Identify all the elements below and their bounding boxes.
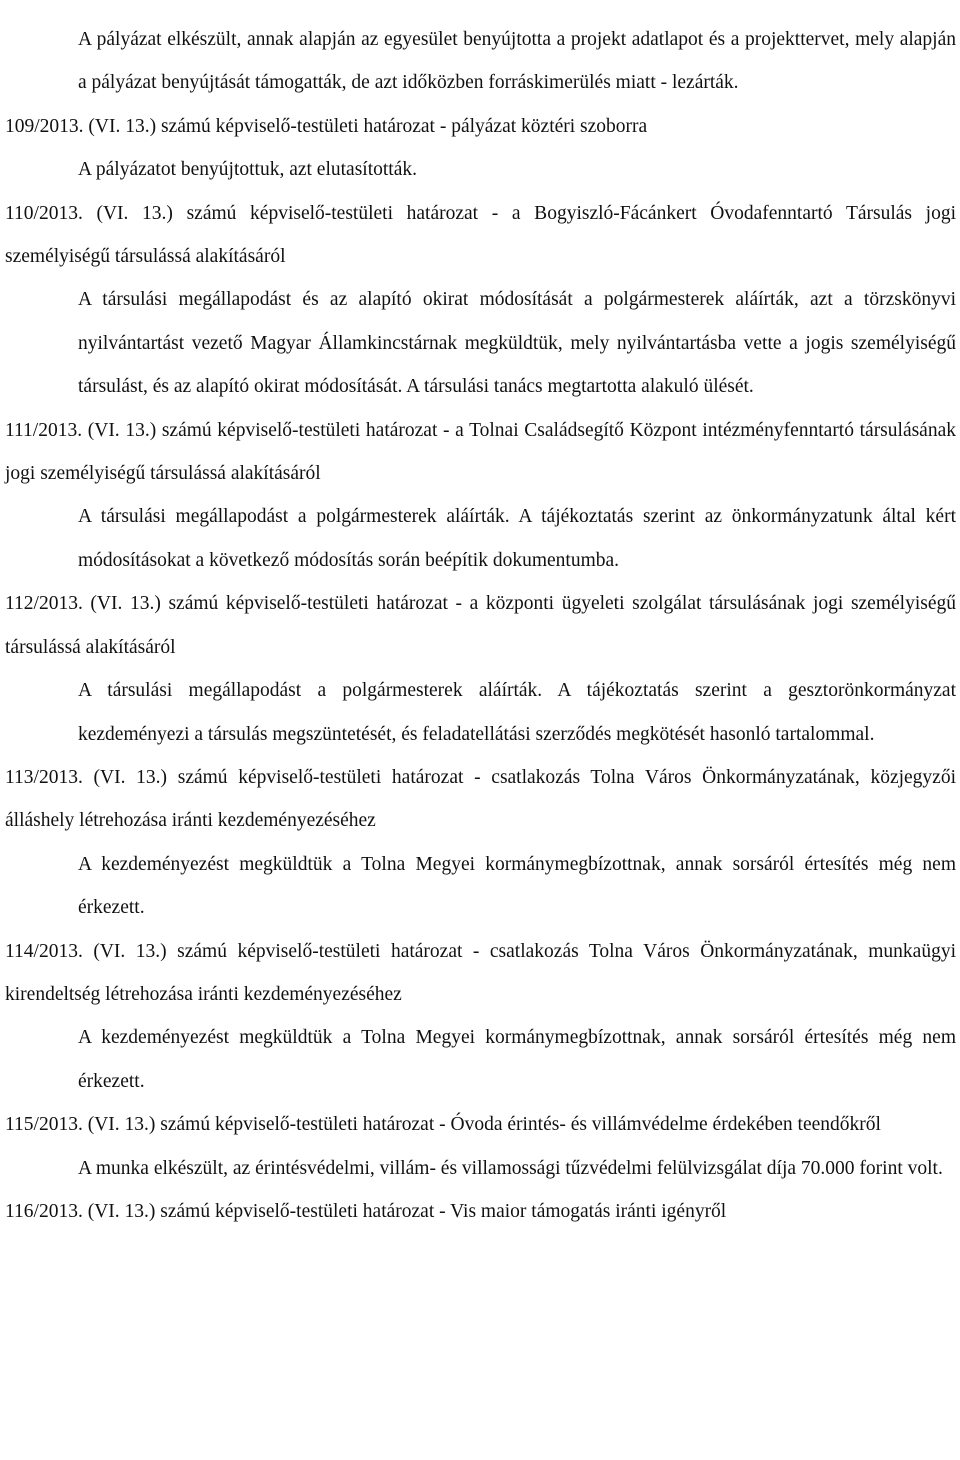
resolution-109-body: A pályázatot benyújtottuk, azt elutasították. [78, 159, 417, 181]
resolution-110-body: A társulási megállapodást és az alapító okirat módosítását a polgármesterek aláírták, azt a törzskönyvi nyilvántartást vezető Magyar Államkincstárnak megküldtük, mely nyilvántartásba vette a jogis személyiségű társulást, és az alapító okirat módosítását. A társulási tanács megtartotta alakuló ülését. [78, 289, 956, 398]
resolution-111-body: A társulási megállapodást a polgármesterek aláírták. A tájékoztatás szerint az önkormányzatunk által kért módosításokat a következő módosítás során beépítik dokumentumba. [78, 506, 956, 571]
resolution-112-heading: 112/2013. (VI. 13.) számú képviselő-testületi határozat - a központi ügyeleti szolgálat társulásának jogi személyiségű társulássá alakításáról [5, 593, 956, 658]
resolution-110-heading: 110/2013. (VI. 13.) számú képviselő-testületi határozat - a Bogyiszló-Fácánkert Óvodafenntartó Társulás jogi személyiségű társulássá alakításáról [5, 202, 956, 268]
intro-paragraph: A pályázat elkészült, annak alapján az egyesület benyújtotta a projekt adatlapot és a projekttervet, mely alapján a pályázat benyújtását támogatták, de azt időközben forráskimerülés miatt - lezárták. [78, 29, 956, 94]
resolution-112-body: A társulási megállapodást a polgármesterek aláírták. A tájékoztatás szerint a gesztorönkormányzat kezdeményezi a társulás megszüntetését, és feladatellátási szerződés megkötését hasonló tartalommal. [78, 680, 956, 745]
resolution-114-heading: 114/2013. (VI. 13.) számú képviselő-testületi határozat - csatlakozás Tolna Város Önkormányzatának, munkaügyi kirendeltség létrehozása iránti kezdeményezéséhez [5, 940, 956, 1005]
resolution-115-heading: 115/2013. (VI. 13.) számú képviselő-testületi határozat - Óvoda érintés- és villámvédelme érdekében teendőkről [5, 1114, 881, 1136]
resolution-109-heading: 109/2013. (VI. 13.) számú képviselő-testületi határozat - pályázat köztéri szoborra [5, 115, 648, 137]
resolution-113-heading: 113/2013. (VI. 13.) számú képviselő-testületi határozat - csatlakozás Tolna Város Önkormányzatának, közjegyzői álláshely létrehozása iránti kezdeményezéséhez [5, 766, 956, 832]
resolution-115-body: A munka elkészült, az érintésvédelmi, villám- és villamossági tűzvédelmi felülvizsgálat díja 70.000 forint volt. [78, 1157, 943, 1179]
resolution-113-body: A kezdeményezést megküldtük a Tolna Megyei kormánymegbízottnak, annak sorsáról értesítés még nem érkezett. [78, 853, 956, 919]
resolution-111-heading: 111/2013. (VI. 13.) számú képviselő-testületi határozat - a Tolnai Családsegítő Központ intézményfenntartó társulásának jogi személyiségű társulássá alakításáról [5, 419, 956, 485]
resolution-116-heading: 116/2013. (VI. 13.) számú képviselő-testületi határozat - Vis maior támogatás iránti igényről [5, 1200, 727, 1222]
resolution-114-body: A kezdeményezést megküldtük a Tolna Megyei kormánymegbízottnak, annak sorsáról értesítés még nem érkezett. [78, 1027, 956, 1092]
